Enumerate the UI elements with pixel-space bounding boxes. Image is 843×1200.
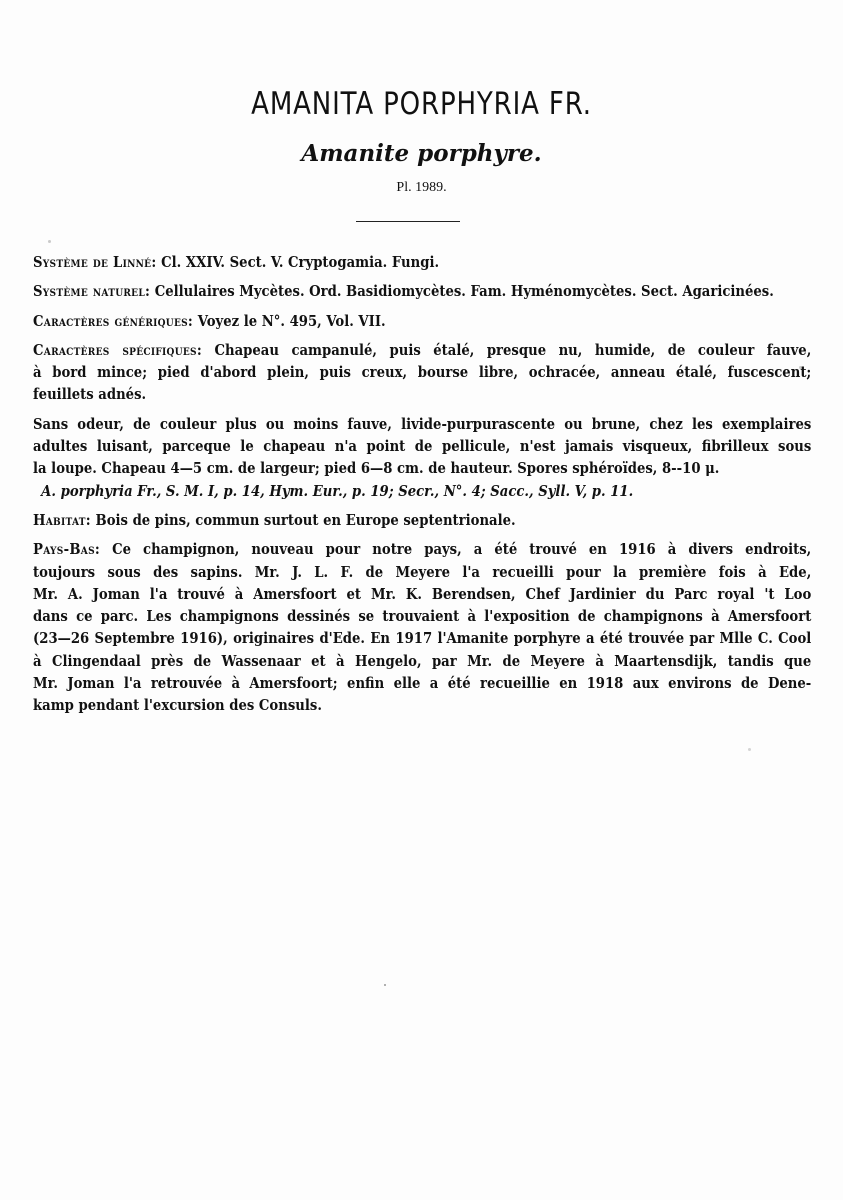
section-references	[33, 481, 811, 503]
paper-speck	[48, 240, 51, 243]
text-line: à bord mince; pied d'abord plein, puis creux, bourse libre, ochracée, anneau étalé, fuscescent;	[33, 364, 812, 382]
section-linne	[33, 252, 811, 274]
plate-number: Pl. 1989.	[396, 180, 447, 195]
text-line: dans ce parc. Les champignons dessinés se trouvaient à l'exposition de champignons à Amersfoort	[33, 608, 812, 626]
section-specifiques	[33, 340, 811, 407]
body-text	[33, 252, 811, 725]
paper-speck	[384, 984, 386, 986]
section-label: Système de Linné:	[33, 254, 157, 271]
text-line: Chapeau campanulé, puis étalé, presque nu, humide, de couleur fauve,	[214, 341, 812, 359]
section-description	[33, 414, 811, 481]
section-text: Cl. XXIV. Sect. V. Cryptogamia. Fungi.	[161, 254, 440, 271]
section-paysbas	[33, 539, 811, 717]
section-label: Habitat:	[33, 511, 91, 529]
section-label: Système naturel:	[33, 283, 151, 301]
section-text: Cellulaires Mycètes. Ord. Basidiomycètes. Fam. Hyménomycètes. Sect. Agaricinées.	[154, 283, 774, 301]
text-line: (23—26 Septembre 1916), originaires d'Ede. En 1917 l'Amanite porphyre a été trouvée par Mlle C. Cool	[33, 630, 812, 648]
section-naturel	[33, 281, 811, 303]
text-line: adultes luisant, parceque le chapeau n'a point de pellicule, n'est jamais visqueux, fibrilleux sous	[33, 438, 812, 456]
text-line: à Clingendaal près de Wassenaar et à Hengelo, par Mr. de Meyere à Maartensdijk, tandis que	[33, 652, 812, 670]
section-text: Voyez le N°. 495, Vol. VII.	[197, 312, 386, 330]
text-line: Mr. Joman l'a retrouvée à Amersfoort; enfin elle a été recueillie en 1918 aux environs de Dene-	[33, 675, 812, 693]
paper-speck	[799, 366, 802, 369]
text-line: Ce champignon, nouveau pour notre pays, a été trouvé en 1916 à divers endroits,	[112, 541, 812, 559]
section-label: Pays-Bas:	[33, 541, 101, 559]
text-line: toujours sous des sapins. Mr. J. L. F. de Meyere l'a recueilli pour la première fois à Ede,	[33, 563, 812, 581]
section-label: Caractères génériques:	[33, 312, 194, 330]
text-line: feuillets adnés.	[33, 386, 147, 404]
page-title: AMANITA PORPHYRIA FR.	[251, 86, 592, 122]
page-subtitle: Amanite porphyre.	[301, 140, 542, 167]
paper-speck	[748, 748, 751, 751]
text-line: kamp pendant l'excursion des Consuls.	[33, 697, 322, 715]
text-line: Sans odeur, de couleur plus ou moins fauve, livide-purpurascente ou brune, chez les exemplaires	[33, 415, 812, 433]
title-divider	[356, 221, 460, 222]
references-text: A. porphyria Fr., S. M. I, p. 14, Hym. Eur., p. 19; Secr., N°. 4; Sacc., Syll. V, p. 11.	[41, 482, 634, 500]
text-line: Mr. A. Joman l'a trouvé à Amersfoort et Mr. K. Berendsen, Chef Jardinier du Parc royal 't Loo	[33, 585, 812, 603]
section-label: Caractères spécifiques:	[33, 341, 203, 359]
section-generiques	[33, 311, 811, 333]
text-line: la loupe. Chapeau 4—5 cm. de largeur; pied 6—8 cm. de hauteur. Spores sphéroïdes, 8--10 μ.	[33, 460, 720, 478]
section-habitat	[33, 510, 811, 532]
section-text: Bois de pins, commun surtout en Europe septentrionale.	[95, 511, 516, 529]
